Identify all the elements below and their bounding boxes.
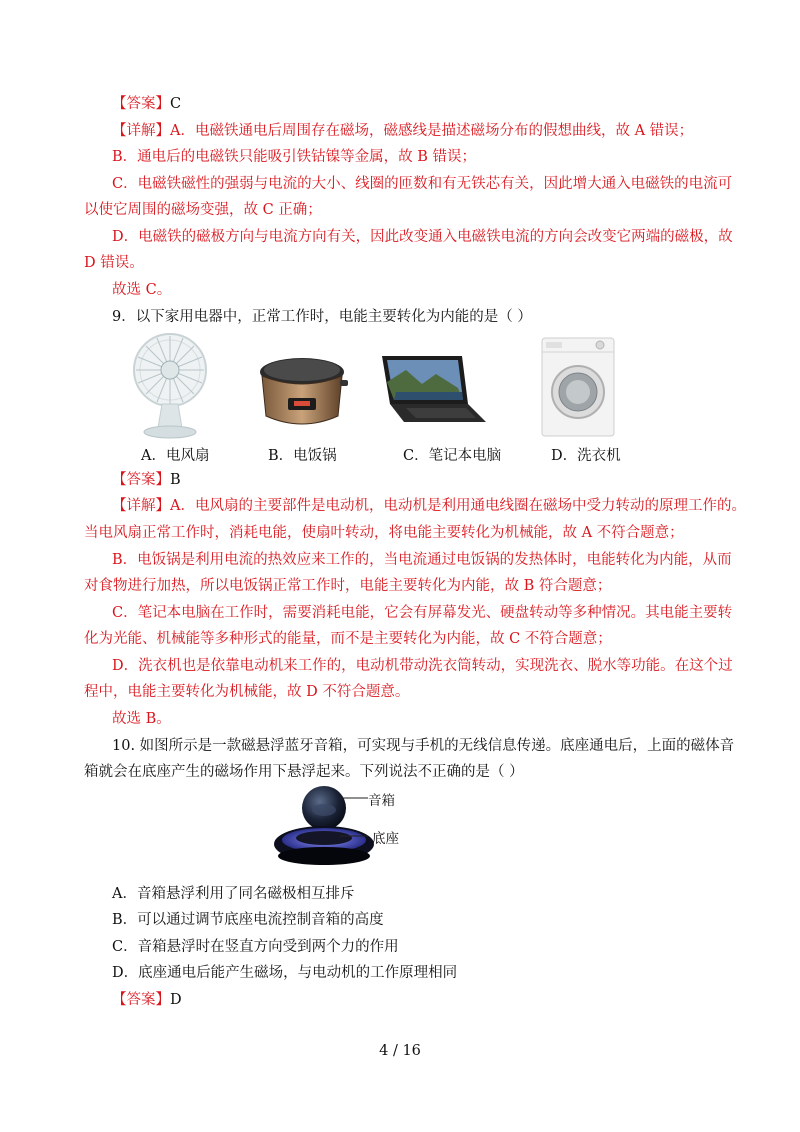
q8-detail-line: 以使它周围的磁场变强，故 C 正确； [84, 202, 322, 218]
q10-answer [112, 990, 182, 1010]
q9-answer [112, 470, 181, 490]
option-label: C．笔记本电脑 [403, 448, 502, 464]
q8-detail-line: D 错误。 [84, 255, 144, 271]
detail-tag: 【详解】 [112, 123, 170, 139]
q10-question-line: 箱就会在底座产生的磁场作用下悬浮起来。下列说法不正确的是（ ） [84, 764, 524, 780]
answer-tag: 【答案】 [112, 992, 170, 1008]
q9-conclusion: 故选 B。 [112, 711, 171, 727]
q8-detail-line: D．电磁铁的磁极方向与电流方向有关，因此改变通入电磁铁电流的方向会改变它两端的磁极，故 [112, 229, 733, 245]
q9-detail-line: 对食物进行加热，所以电饭锅正常工作时，电能主要转化为内能，故 B 符合题意； [84, 578, 612, 594]
q9-detail-line: 程中，电能主要转化为机械能，故 D 不符合题意。 [84, 684, 410, 700]
page-number: 4 / 16 [379, 1043, 421, 1059]
q9-detail-line: 化为光能、机械能等多种形式的能量，而不是主要转化为内能，故 C 不符合题意； [84, 631, 612, 647]
q9-detail-line: B．电饭锅是利用电流的热效应来工作的，当电流通过电饭锅的发热体时，电能转化为内能，从而 [112, 552, 732, 568]
q9-detail-line: C．笔记本电脑在工作时，需要消耗电能，它会有屏幕发光、硬盘转动等多种情况。其电能主要转 [112, 605, 733, 621]
q9-detail-line: D．洗衣机也是依靠电动机来工作的，电动机带动洗衣筒转动，实现洗衣、脱水等功能。在这个过 [112, 658, 733, 674]
q8-detail-line: C．电磁铁磁性的强弱与电流的大小、线圈的匝数和有无铁芯有关，因此增大通入电磁铁的电流可 [112, 176, 733, 192]
speaker-label: 音箱 [368, 793, 395, 809]
answer-tag: 【答案】 [112, 472, 170, 488]
q10-option: C．音箱悬浮时在竖直方向受到两个力的作用 [112, 939, 399, 955]
option-label: A．电风扇 [141, 448, 210, 464]
q9-detail-line: 当电风扇正常工作时，消耗电能，使扇叶转动，将电能主要转化为机械能，故 A 不符合题意； [84, 525, 684, 541]
q8-detail-line [112, 121, 693, 141]
washing-machine-icon [540, 336, 616, 438]
option-label: B．电饭锅 [268, 448, 337, 464]
q10-option: A．音箱悬浮利用了同名磁极相互排斥 [112, 886, 355, 902]
q8-conclusion: 故选 C。 [112, 282, 172, 298]
detail-text: A．电风扇的主要部件是电动机，电动机是利用通电线圈在磁场中受力转动的原理工作的。 [170, 498, 746, 514]
q8-answer [112, 94, 181, 114]
rice-cooker-icon [254, 352, 350, 434]
laptop-icon [376, 352, 488, 428]
q9-detail-line [112, 496, 746, 516]
answer-value: B [170, 472, 181, 488]
answer-value: C [170, 96, 182, 112]
q10-option: D．底座通电后能产生磁场，与电动机的工作原理相同 [112, 965, 458, 981]
option-label: D．洗衣机 [551, 448, 621, 464]
q8-detail-line: B．通电后的电磁铁只能吸引铁钴镍等金属，故 B 错误； [112, 149, 477, 165]
detail-text: A．电磁铁通电后周围存在磁场，磁感线是描述磁场分布的假想曲线，故 A 错误； [170, 123, 694, 139]
electric-fan-icon [128, 332, 212, 440]
q9-question: 9．以下家用电器中，正常工作时，电能主要转化为内能的是（ ） [112, 309, 532, 325]
base-label: 底座 [372, 831, 399, 847]
q10-option: B．可以通过调节底座电流控制音箱的高度 [112, 912, 384, 928]
detail-tag: 【详解】 [112, 498, 170, 514]
answer-value: D [170, 992, 182, 1008]
q10-question-line: 10. 如图所示是一款磁悬浮蓝牙音箱，可实现与手机的无线信息传递。底座通电后，上面的磁体音 [112, 738, 735, 754]
figure-leader-lines [340, 794, 370, 840]
answer-tag: 【答案】 [112, 96, 170, 112]
